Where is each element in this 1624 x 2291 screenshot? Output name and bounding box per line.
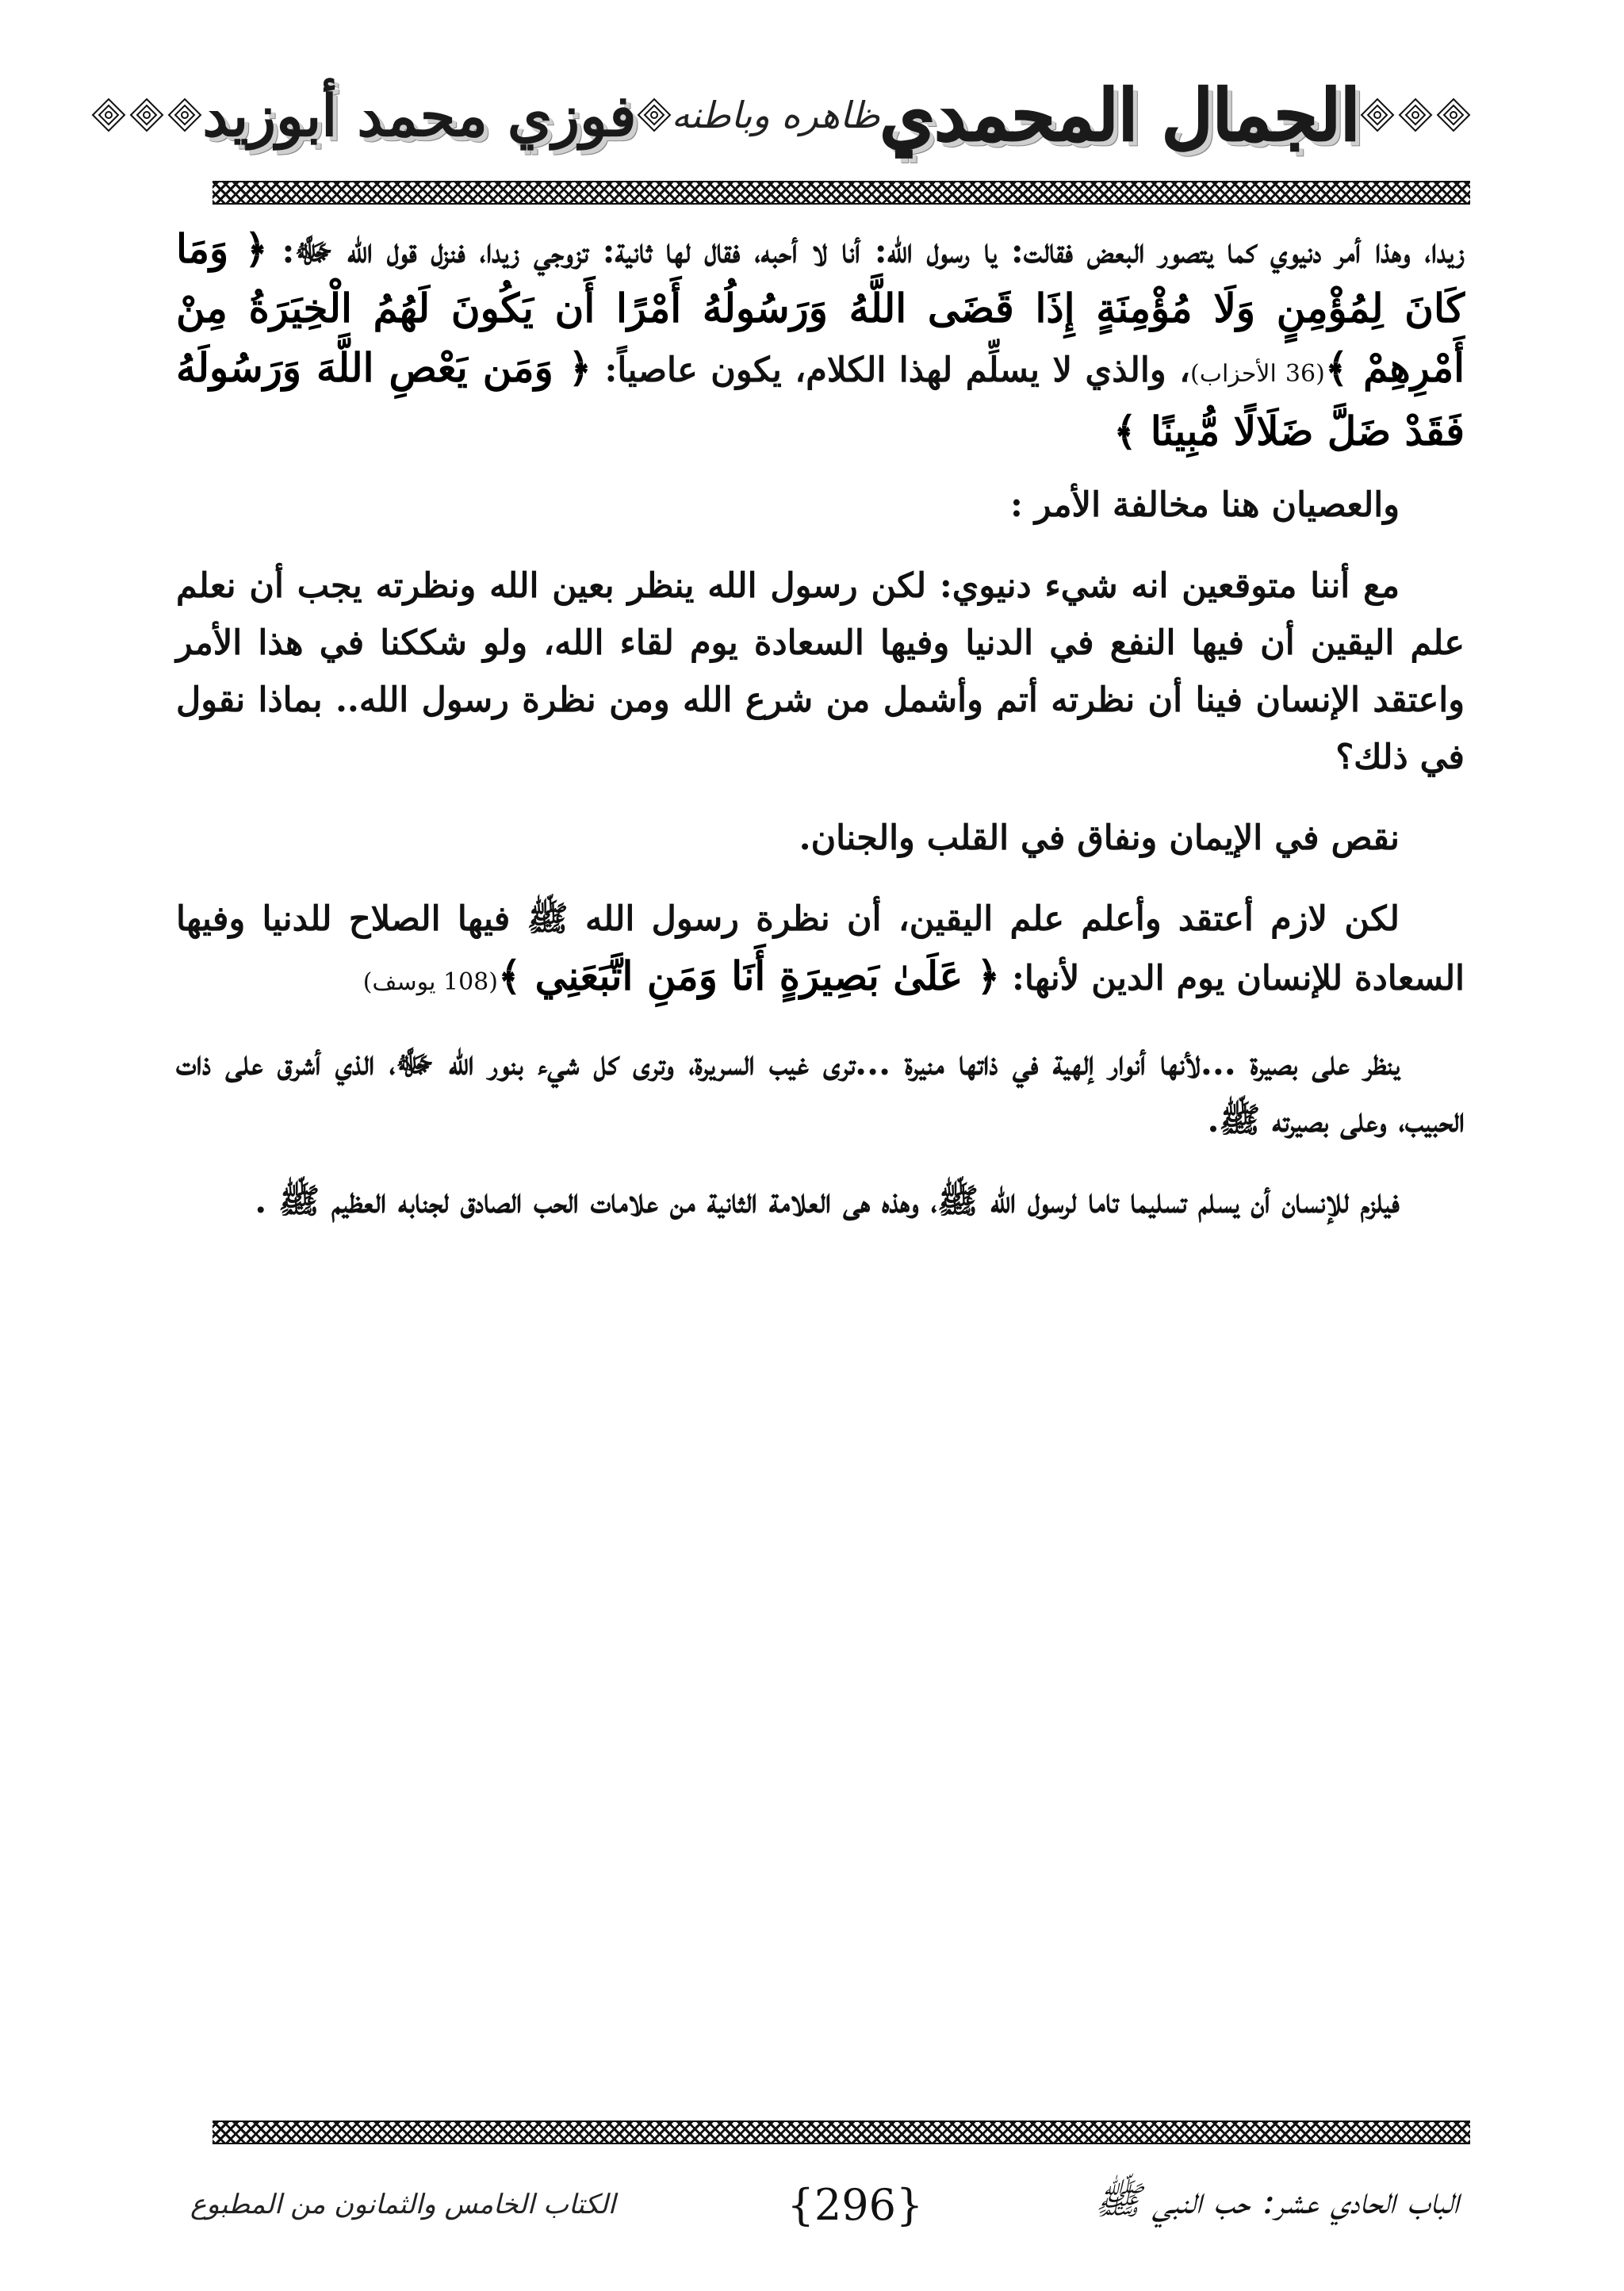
body-text [176, 220, 1465, 1254]
paragraph-text: ينظر على بصيرة ...لأنها أنوار إلهية في ذاتها منيرة ...ترى غيب السريرة، وترى كل شيء بنور الله ﷻ، الذي أشرق على ذات الحبيب، وعلى بصيرته ﷺ. [176, 1044, 1465, 1140]
paragraph-text: زيدا، وهذا أمر دنيوي كما يتصور البعض فقالت: يا رسول الله: أنا لا أحبه، فقال لها ثانية: تزوجي زيدا، فنزل قول الله ﷻ: [267, 232, 1465, 271]
verse-reference: (36 الأحزاب) [1190, 360, 1325, 388]
quran-verse: ﴿ عَلَىٰ بَصِيرَةٍ أَنَا وَمَنِ اتَّبَعَنِي ﴾ [497, 952, 1001, 999]
paragraph [176, 220, 1465, 462]
verse-reference: (108 يوسف) [362, 968, 498, 996]
running-footer [190, 2169, 1459, 2240]
chapter-title: الباب الحادي عشر: حب النبي ﷺ [1094, 2178, 1459, 2223]
quran-verse: ﴿ وَمَن يَعْصِ اللَّهَ وَرَسُولَهُ فَقَدْ ضَلَّ ضَلَالًا مُّبِينًا ﴾ [176, 344, 1465, 454]
book-subtitle: ظاهره وباطنه [671, 94, 880, 136]
paragraph [176, 477, 1465, 534]
book-title: الجمال المحمدي [879, 74, 1360, 156]
paragraph [176, 891, 1465, 1011]
paragraph-text: نقص في الإيمان ونفاق في القلب والجنان. [799, 818, 1400, 858]
page-number: {296} [787, 2179, 924, 2230]
paragraph [176, 1035, 1465, 1149]
paragraph-text: فيلزم للإنسان أن يسلم تسليما تاما لرسول الله ﷺ، وهذه هى العلامة الثانية من علامات الحب الصادق لجنابه العظيم ﷺ . [255, 1182, 1400, 1221]
quran-verse: ﴿ وَمَا كَانَ لِمُؤْمِنٍ وَلَا مُؤْمِنَةٍ إِذَا قَضَى اللَّهُ وَرَسُولُهُ أَمْرًا أَن يَكُونَ لَهُمُ الْخِيَرَةُ مِنْ أَمْرِهِمْ ﴾ [176, 225, 1465, 391]
paragraph [176, 1173, 1465, 1230]
paragraph-text: مع أننا متوقعين انه شيء دنيوي: لكن رسول الله ينظر بعين الله ونظرته يجب أن نعلم علم اليقين أن فيها النفع في الدنيا وفيها السعادة يوم لقاء الله، ولو شككنا في هذا الأمر واعتقد الإنسان فينا أن نظرته أتم وأشمل من شرع الله ومن نظرة رسول الله.. بماذا نقول في ذلك؟ [176, 566, 1465, 777]
footer-border [213, 2121, 1470, 2144]
ornament-right [1360, 98, 1471, 132]
paragraph [176, 557, 1465, 786]
paragraph-text: لكن لازم أعتقد وأعلم علم اليقين، أن نظرة رسول الله ﷺ فيها الصلاح للدنيا وفيها السعادة للإنسان يوم الدين لأنها: [176, 899, 1465, 998]
ornament-left [91, 98, 202, 132]
running-header [202, 56, 1471, 174]
ornament-middle [637, 98, 672, 132]
book-number: الكتاب الخامس والثمانون من المطبوع [190, 2189, 616, 2220]
paragraph-text: والعصيان هنا مخالفة الأمر : [1009, 485, 1400, 525]
book-author: فوزي محمد أبوزيد [202, 81, 637, 149]
header-border [213, 181, 1470, 205]
paragraph-text: ، والذي لا يسلِّم لهذا الكلام، يكون عاصياً: [592, 351, 1190, 390]
paragraph [176, 810, 1465, 867]
